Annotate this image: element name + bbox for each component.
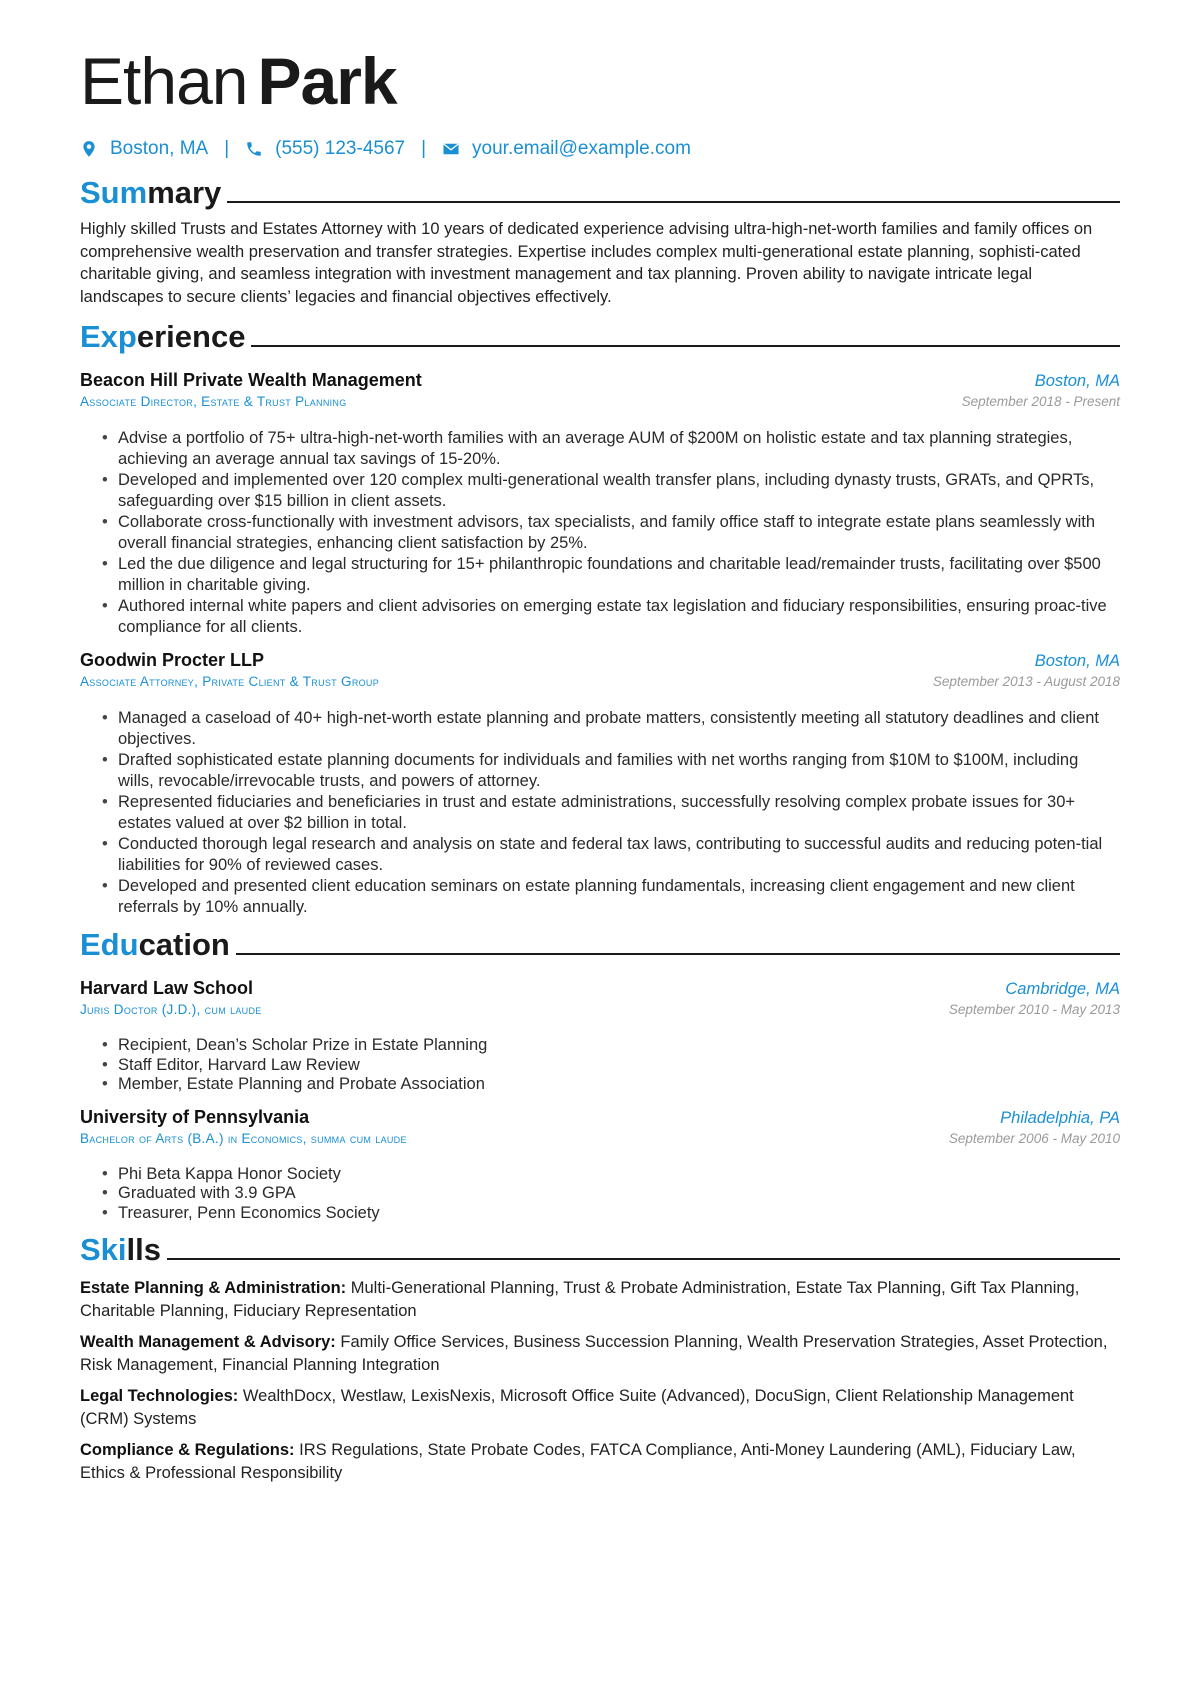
skill-label: Legal Technologies: (80, 1387, 239, 1405)
list-item: • Developed and implemented over 120 complex multi-generational wealth transfer plans, including dynasty trusts, GRATs, and QPRTs, safeguarding over $15 billion in client assets. (118, 470, 1120, 512)
list-item: • Phi Beta Kappa Honor Society (118, 1165, 1120, 1185)
phone-icon (245, 140, 263, 158)
skill-values: Multi-Generational Planning, Trust & Probate Administration, Estate Tax Planning, Gift Tax Planning, Charitable Planning, Fiduciary Representation (80, 1279, 1080, 1320)
degree: Bachelor of Arts (B.A.) in Economics, summa cum laude (80, 1130, 407, 1146)
list-item: • Recipient, Dean’s Scholar Prize in Estate Planning (118, 1036, 1120, 1056)
job-title: Associate Director, Estate & Trust Planning (80, 394, 347, 409)
list-item: • Treasurer, Penn Economics Society (118, 1204, 1120, 1224)
skill-label: Wealth Management & Advisory: (80, 1333, 336, 1351)
experience-section-header (80, 318, 1120, 356)
email-link: your.email@example.com (472, 138, 691, 159)
job-dates: September 2013 - August 2018 (932, 674, 1120, 689)
skill-group (80, 1439, 1120, 1484)
section-rule (236, 953, 1120, 955)
job-bullets (80, 428, 1120, 638)
section-rule (227, 201, 1120, 203)
contact-line (80, 134, 1120, 164)
education-entry (80, 978, 1120, 1095)
list-item: • Drafted sophisticated estate planning documents for individuals and families with net worths ranging from $10M to $100M, including wills, revocable/irrevocable trusts, and powers of attorney. (118, 750, 1120, 792)
degree: Juris Doctor (J.D.), cum laude (80, 1002, 262, 1017)
list-item: • Conducted thorough legal research and analysis on state and federal tax laws, contributing to successful audits and reducing poten-tial liabilities for 90% of reviewed cases. (118, 834, 1120, 876)
skills-section-header (80, 1231, 1120, 1269)
section-rule (251, 345, 1120, 347)
job-location: Boston, MA (1034, 652, 1120, 670)
company-name: Goodwin Procter LLP (80, 650, 265, 670)
resume-page (80, 0, 1120, 1493)
list-item: • Managed a caseload of 40+ high-net-worth estate planning and probate matters, consistently meeting all statutory deadlines and client objectives. (118, 708, 1120, 750)
last-name: Park (257, 44, 397, 118)
skill-group (80, 1277, 1120, 1322)
section-title: Summary (80, 175, 222, 210)
experience-entry (80, 370, 1120, 638)
list-item: • Staff Editor, Harvard Law Review (118, 1056, 1120, 1076)
summary-text: Highly skilled Trusts and Estates Attorney with 10 years of dedicated experience advising ultra-high-net-worth families and family offices on comprehensive wealth preservation and transfer strategies. Expertise includes complex multi-generational estate planning, sophisti-cated charitable giving, and seamless integration with investment management and tax planning. Proven ability to navigate intricate legal landscapes to secure clients’ legacies and financial objectives effectively. (80, 220, 1093, 306)
education-section-header (80, 926, 1120, 964)
skill-values: WealthDocx, Westlaw, LexisNexis, Microsoft Office Suite (Advanced), DocuSign, Client Relationship Management (CRM) Systems (80, 1387, 1074, 1428)
company-name: Beacon Hill Private Wealth Management (80, 370, 422, 390)
map-pin-icon (80, 140, 98, 158)
skill-values: Family Office Services, Business Succession Planning, Wealth Preservation Strategies, Asset Protection, Risk Management, Financial Planning Integration (80, 1333, 1108, 1374)
school-location: Cambridge, MA (1005, 980, 1120, 998)
section-title: Education (80, 927, 230, 962)
school-name: University of Pennsylvania (80, 1106, 310, 1127)
list-item: • Led the due diligence and legal structuring for 15+ philanthropic foundations and charitable lead/remainder trusts, facilitating over $500 million in charitable giving. (118, 554, 1120, 596)
phone-text: (555) 123-4567 (275, 138, 406, 159)
education-bullets (80, 1165, 1120, 1224)
section-title: Experience (80, 319, 246, 354)
list-item: • Advise a portfolio of 75+ ultra-high-net-worth families with an average AUM of $200M on holistic estate and tax planning strategies, achieving an average annual tax savings of 15-20%. (118, 428, 1120, 470)
location-text: Boston, MA (110, 138, 209, 159)
contact-separator: | (224, 138, 230, 159)
contact-phone[interactable] (245, 138, 405, 160)
summary-section-header (80, 174, 1120, 212)
skill-group (80, 1385, 1120, 1430)
job-bullets (80, 708, 1120, 918)
list-item: • Collaborate cross-functionally with investment advisors, tax specialists, and family office staff to integrate estate plans seamlessly with overall financial strategies, enhancing client satisfaction by 25%. (118, 512, 1120, 554)
skill-label: Compliance & Regulations: (80, 1441, 295, 1459)
school-dates: September 2010 - May 2013 (948, 1002, 1120, 1017)
contact-email[interactable] (442, 138, 691, 160)
job-location: Boston, MA (1034, 372, 1120, 390)
list-item: • Member, Estate Planning and Probate Association (118, 1075, 1120, 1095)
contact-separator: | (421, 138, 427, 159)
skill-group (80, 1331, 1120, 1376)
list-item: • Represented fiduciaries and beneficiaries in trust and estate administrations, successfully resolving complex probate issues for 30+ estates valued at over $2 billion in total. (118, 792, 1120, 834)
school-name: Harvard Law School (80, 978, 254, 998)
education-entry (80, 1107, 1120, 1224)
envelope-icon (442, 140, 460, 158)
job-dates: September 2018 - Present (961, 394, 1120, 409)
candidate-name (80, 0, 1120, 126)
skill-values: IRS Regulations, State Probate Codes, FATCA Compliance, Anti-Money Laundering (AML), Fiduciary Law, Ethics & Professional Responsibility (80, 1441, 1076, 1482)
education-bullets (80, 1036, 1120, 1095)
list-item: • Graduated with 3.9 GPA (118, 1184, 1120, 1204)
section-title: Skills (80, 1232, 161, 1267)
first-name: Ethan (80, 44, 248, 118)
skill-label: Estate Planning & Administration: (80, 1279, 347, 1297)
experience-entry (80, 650, 1120, 918)
contact-location (80, 138, 208, 160)
job-title: Associate Attorney, Private Client & Trust Group (80, 674, 380, 689)
list-item: • Authored internal white papers and client advisories on emerging estate tax legislation and fiduciary responsibilities, ensuring proac-tive compliance for all clients. (118, 596, 1120, 638)
list-item: • Developed and presented client education seminars on estate planning fundamentals, increasing client engagement and new client referrals by 10% annually. (118, 876, 1120, 918)
school-location: Philadelphia, PA (1000, 1108, 1120, 1127)
skills-list (80, 1277, 1120, 1484)
section-rule (167, 1258, 1120, 1260)
school-dates: September 2006 - May 2010 (948, 1130, 1120, 1146)
